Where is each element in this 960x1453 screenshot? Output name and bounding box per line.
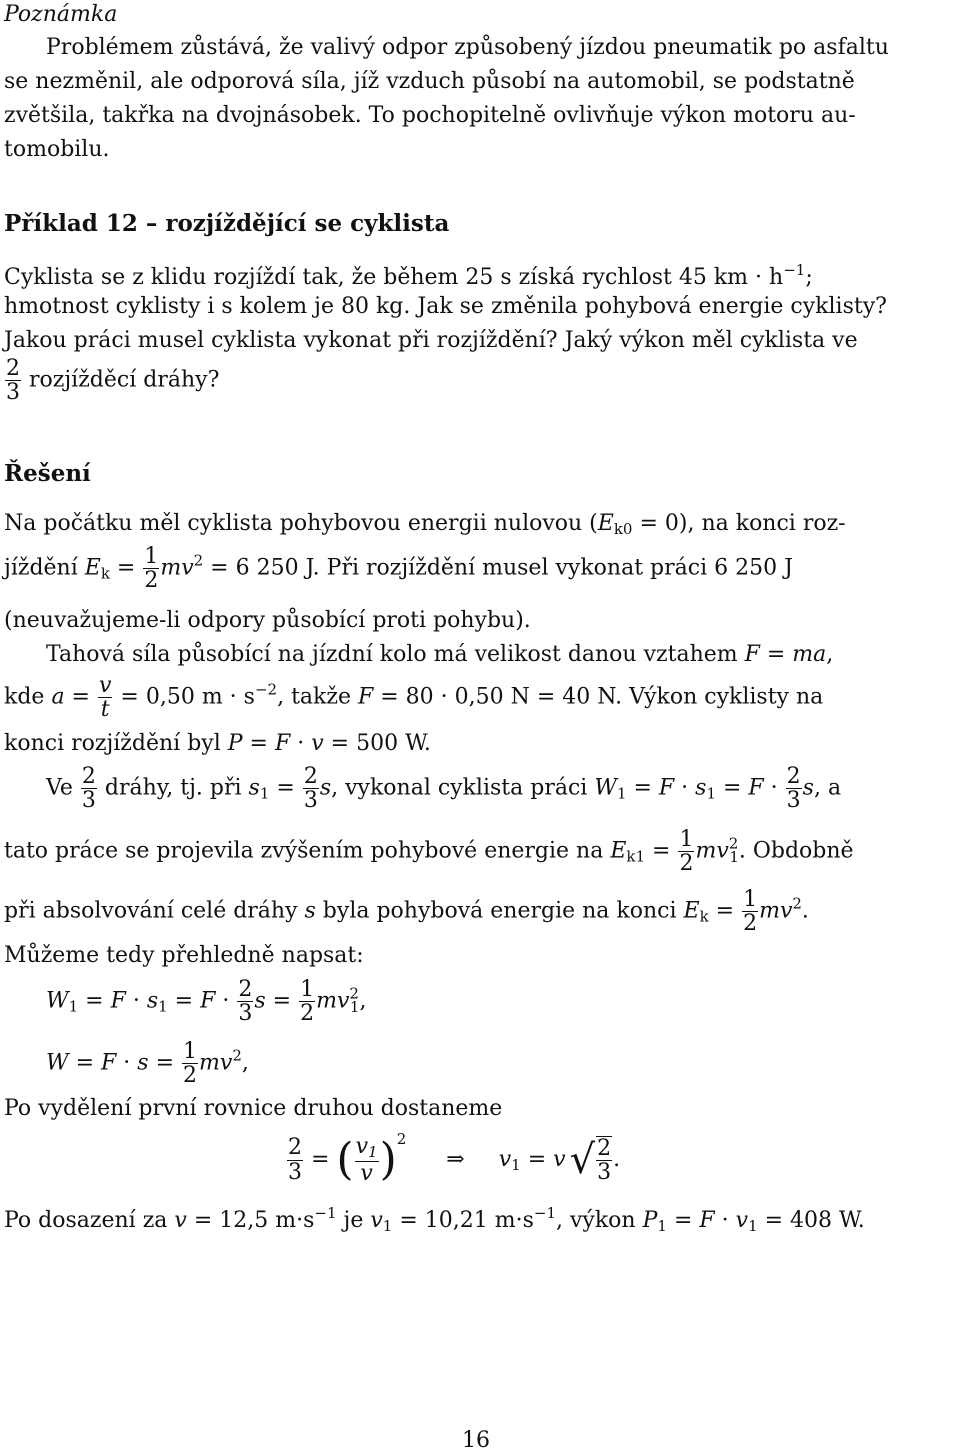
solution-line-12: Po dosazení za v = 12,5 $m\cdot s^{-1}$ je $v_1 = 10,21$ $m\cdot s^{-1}$, výkon $P_1 = F \cdot v_1 = 408$ W.	[4, 1204, 865, 1235]
solution-line-1: Na počátku měl cyklista pohybovou energii nulovou $(E_{k0} = 0)$, na konci roz-	[4, 511, 846, 538]
equation-3: $\frac{2}{3}$ = ( $\frac{v_1}{v}$ )$^2$⇒ $v_1 = v$ √ $\frac{2}{3}$ .	[288, 1130, 621, 1186]
example-title: Příklad 12 – rozjíždějící se cyklista	[4, 210, 450, 237]
page-number: 16	[462, 1428, 490, 1453]
solution-line-7: Ve $\frac{2}{3}$ dráhy, tj. při $s_1$ = $\frac{2}{3}$ s, vykonal cyklista práci $W_1 = F \cdot s_1 = F$ · $\frac{2}{3}$ s, a	[46, 764, 842, 814]
equation-1: $W_1 = F \cdot s_1 = F$ · $\frac{2}{3}$ s = $\frac{1}{2}$ $mv^2_1$,	[46, 977, 367, 1027]
solution-line-4: Tahová síla působící na jízdní kolo má velikost danou vztahem F = ma,	[46, 642, 834, 667]
example-line-1: Cyklista se z klidu rozjíždí tak, že během 25 s získá rychlost 45 km · $h^{-1}$;	[4, 261, 813, 290]
solution-line-3: (neuvažujeme-li odpory působící proti pohybu).	[4, 608, 531, 633]
equation-2: W = F · s = $\frac{1}{2}$ $mv^2$,	[46, 1039, 249, 1089]
solution-line-2: jíždění $E_k$ = $\frac{1}{2}$ $mv^2 = 6$ 250 J. Při rozjíždění musel vykonat práci 6 250 J	[4, 544, 793, 594]
example-line-4: $\frac{2}{3}$ rozjížděcí dráhy?	[6, 356, 220, 406]
note-title: Poznámka	[4, 2, 118, 27]
note-line-2: se nezměnil, ale odporová síla, jíž vzduch působí na automobil, se podstatně	[4, 69, 855, 94]
solution-line-10: Můžeme tedy přehledně napsat:	[4, 943, 364, 968]
solution-line-9: při absolvování celé dráhy s byla pohybová energie na konci $E_k$ = $\frac{1}{2}$ $mv^2$.	[4, 887, 809, 937]
square-root: √	[569, 1137, 596, 1183]
solution-line-8: tato práce se projevila zvýšením pohybové energie na $E_{k1}$ = $\frac{1}{2}$ $mv^2_1$. Obdobně	[4, 827, 854, 877]
solution-line-5: kde a = $\frac{v}{t}$ = 0,50 $m \cdot s^{-2}$, takže F = 80 · 0,50 N = 40 N. Výkon cyklisty na	[4, 673, 824, 723]
solution-line-11: Po vydělení první rovnice druhou dostaneme	[4, 1096, 503, 1121]
example-line-2: hmotnost cyklisty i s kolem je 80 kg. Jak se změnila pohybová energie cyklisty?	[4, 294, 887, 319]
solution-line-6: konci rozjíždění byl P = F · v = 500 W.	[4, 731, 431, 756]
fraction: $\frac{2}{3}$	[6, 356, 20, 406]
note-line-1: Problémem zůstává, že valivý odpor způsobený jízdou pneumatik po asfaltu	[46, 35, 889, 60]
solution-title: Řešení	[4, 460, 91, 487]
note-line-3: zvětšila, takřka na dvojnásobek. To pochopitelně ovlivňuje výkon motoru au-	[4, 103, 856, 128]
note-line-4: tomobilu.	[4, 137, 110, 162]
example-line-3: Jakou práci musel cyklista vykonat při rozjíždění? Jaký výkon měl cyklista ve	[4, 328, 858, 353]
